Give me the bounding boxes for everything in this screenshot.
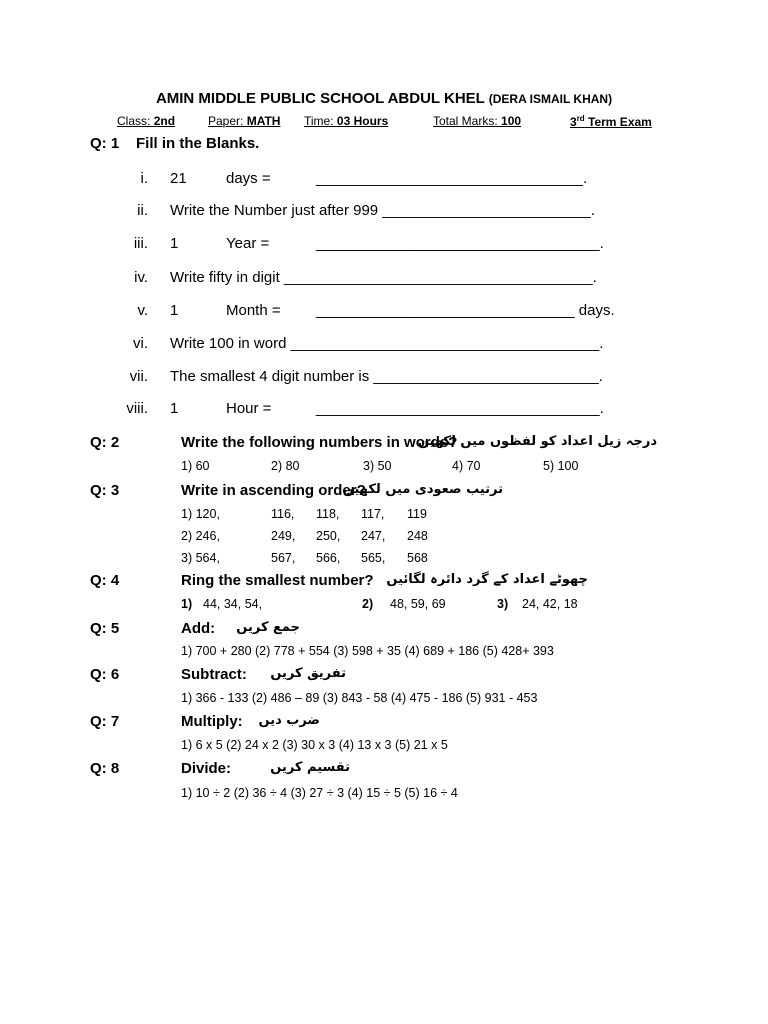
- q2-option: 5) 100: [543, 459, 579, 473]
- q4-number: Q: 4: [90, 572, 120, 589]
- q7-problems: 1) 6 x 5 (2) 24 x 2 (3) 30 x 3 (4) 13 x 3 (5) 21 x 5: [181, 738, 448, 752]
- q2-option: 1) 60: [181, 459, 210, 473]
- school-title: [0, 90, 768, 107]
- q4-option: 24, 42, 18: [522, 597, 578, 611]
- time-info: Time: 03 Hours: [304, 114, 389, 128]
- q8-urdu: تقسیم کریں: [270, 760, 350, 775]
- q5-urdu: جمع کریں: [236, 620, 300, 635]
- q4-label: 1): [181, 597, 193, 611]
- total-marks-info: Total Marks: 100: [433, 114, 522, 128]
- q6-title: Subtract:: [181, 666, 247, 683]
- q6-number: Q: 6: [90, 666, 120, 683]
- q3-urdu: ترتیب صعودی میں لکھیں: [342, 482, 503, 497]
- q2-number: Q: 2: [90, 434, 120, 451]
- q8-title: Divide:: [181, 760, 232, 777]
- q7-number: Q: 7: [90, 713, 120, 730]
- q6-problems: 1) 366 - 133 (2) 486 – 89 (3) 843 - 58 (4) 475 - 186 (5) 931 - 453: [181, 691, 538, 705]
- q4-urdu: چھوٹے اعداد کے گرد دائرہ لگائیں: [386, 572, 588, 587]
- q2-urdu: درجہ زیل اعداد کو لفظوں میں لکھیں: [417, 434, 657, 449]
- q7-title: Multiply:: [181, 713, 243, 730]
- q4-label: 2): [362, 597, 374, 611]
- q3-number: Q: 3: [90, 482, 120, 499]
- term-info: 3rd Term Exam: [570, 114, 652, 129]
- q1-number: Q: 1: [90, 135, 120, 152]
- q3-title: Write in ascending order?: [181, 482, 366, 499]
- q2-option: 2) 80: [271, 459, 300, 473]
- q7-urdu: ضرب دیں: [258, 713, 320, 728]
- q4-title: Ring the smallest number?: [181, 572, 374, 589]
- paper-info: Paper: MATH: [208, 114, 281, 128]
- school-name: AMIN MIDDLE PUBLIC SCHOOL ABDUL KHEL: [155, 90, 485, 107]
- q6-urdu: تفریق کریں: [270, 666, 346, 681]
- q4-label: 3): [497, 597, 509, 611]
- class-info: Class: 2nd: [117, 114, 176, 128]
- q2-option: 4) 70: [452, 459, 481, 473]
- school-location: (DERA ISMAIL KHAN): [488, 92, 613, 106]
- q5-title: Add:: [181, 620, 216, 637]
- q4-option: 44, 34, 54,: [203, 597, 263, 611]
- q5-number: Q: 5: [90, 620, 120, 637]
- q2-option: 3) 50: [363, 459, 392, 473]
- q8-number: Q: 8: [90, 760, 120, 777]
- q2-title: Write the following numbers in words?: [181, 434, 458, 451]
- q8-problems: 1) 10 ÷ 2 (2) 36 ÷ 4 (3) 27 ÷ 3 (4) 15 ÷ 5 (5) 16 ÷ 4: [181, 786, 458, 800]
- q4-option: 48, 59, 69: [390, 597, 446, 611]
- q5-problems: 1) 700 + 280 (2) 778 + 554 (3) 598 + 35 (4) 689 + 186 (5) 428+ 393: [181, 644, 554, 658]
- q1-title: Fill in the Blanks.: [136, 135, 260, 152]
